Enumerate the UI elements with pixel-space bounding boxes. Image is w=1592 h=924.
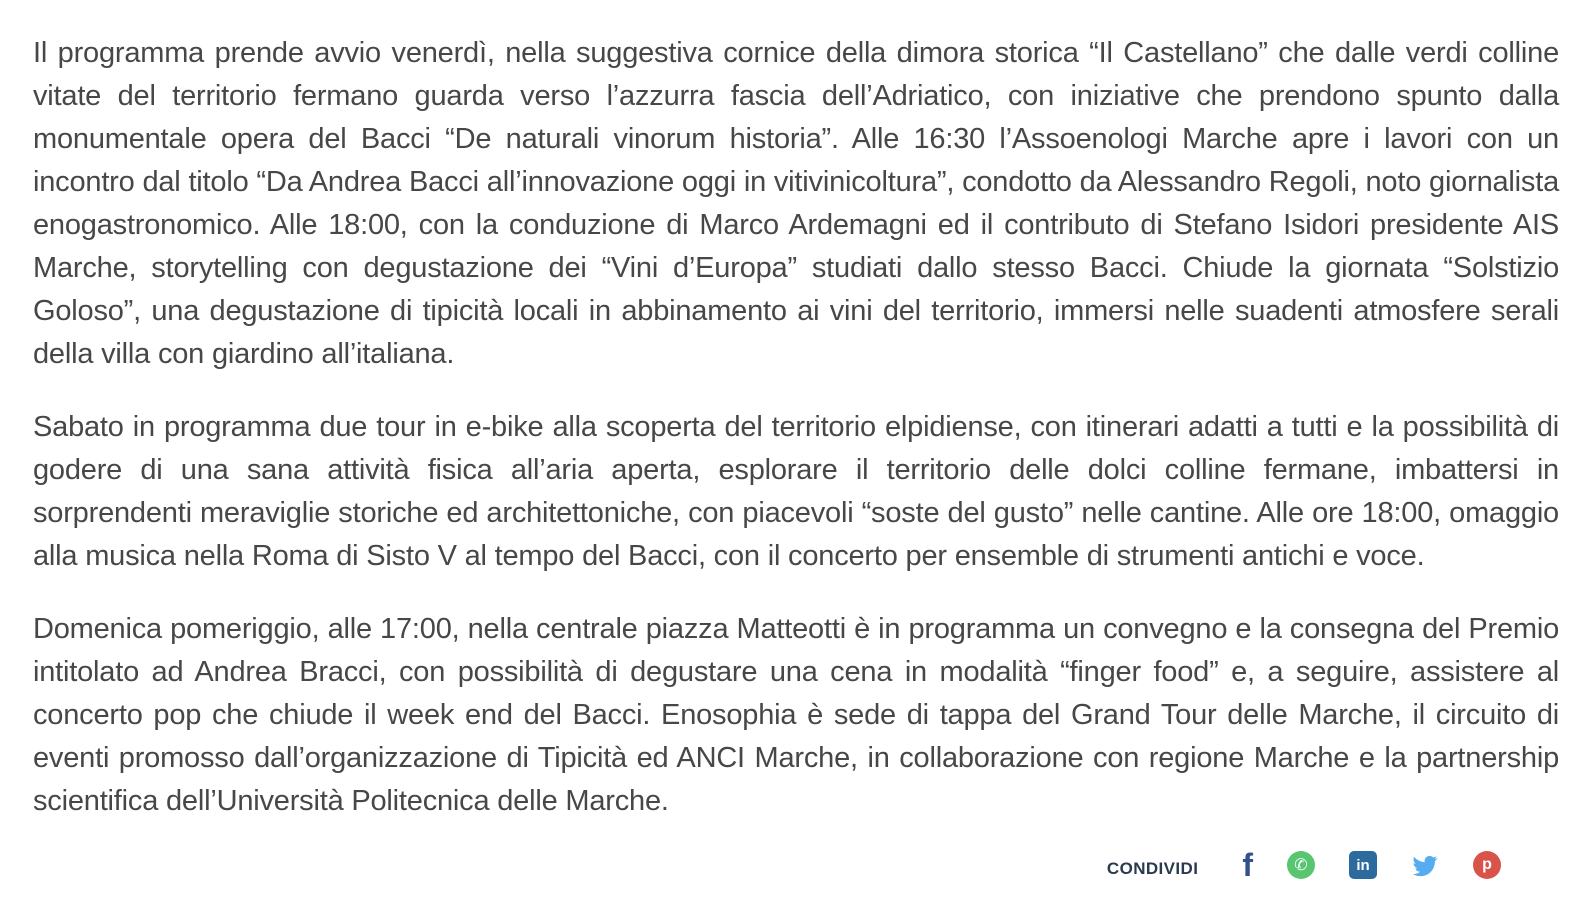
article-paragraph: Il programma prende avvio venerdì, nella suggestiva cornice della dimora storica “Il Castellano” che dalle verdi colline vitate del territorio fermano guarda verso l’azzurra fascia dell’Adriatico, con iniziative che prendono spunto dalla monumentale opera del Bacci “De naturali vinorum historia”. Alle 16:30 l’Assoenologi Marche apre i lavori con un incontro dal titolo “Da Andrea Bacci all’innovazione oggi in vitivinicoltura”, condotto da Alessandro Regoli, noto giornalista enogastronomico. Alle 18:00, con la conduzione di Marco Ardemagni ed il contributo di Stefano Isidori presidente AIS Marche, storytelling con degustazione dei “Vini d’Europa” studiati dallo stesso Bacci. Chiude la giornata “Solstizio Goloso”, una degustazione di tipicità locali in abbinamento ai vini del territorio, immersi nelle suadenti atmosfere serali della villa con giardino all’italiana. — [33, 37, 1559, 370]
twitter-bird-shape — [1413, 856, 1438, 876]
share-bar — [33, 847, 1559, 883]
whatsapp-share-icon[interactable]: ✆ — [1287, 851, 1315, 879]
twitter-share-icon[interactable] — [1411, 851, 1439, 879]
share-label: CONDIVIDI — [1106, 859, 1199, 878]
linkedin-share-icon[interactable]: in — [1349, 851, 1377, 879]
article-paragraph: Sabato in programma due tour in e-bike alla scoperta del territorio elpidiense, con itinerari adatti a tutti e la possibilità di godere di una sana attività fisica all’aria aperta, esplorare il territorio delle dolci colline fermane, imbattersi in sorprendenti meraviglie storiche ed architettoniche, con piacevoli “soste del gusto” nelle cantine. Alle ore 18:00, omaggio alla musica nella Roma di Sisto V al tempo del Bacci, con il concerto per ensemble di strumenti antichi e voce. — [33, 411, 1559, 572]
pinterest-share-icon[interactable]: p — [1473, 851, 1501, 879]
facebook-share-icon[interactable]: f — [1242, 847, 1253, 883]
article-paragraph: Domenica pomeriggio, alle 17:00, nella centrale piazza Matteotti è in programma un convegno e la consegna del Premio intitolato ad Andrea Bracci, con possibilità di degustare una cena in modalità “finger food” e, a seguire, assistere al concerto pop che chiude il week end del Bacci. Enosophia è sede di tappa del Grand Tour delle Marche, il circuito di eventi promosso dall’organizzazione di Tipicità ed ANCI Marche, in collaborazione con regione Marche e la partnership scientifica dell’Università Politecnica delle Marche. — [33, 613, 1559, 817]
